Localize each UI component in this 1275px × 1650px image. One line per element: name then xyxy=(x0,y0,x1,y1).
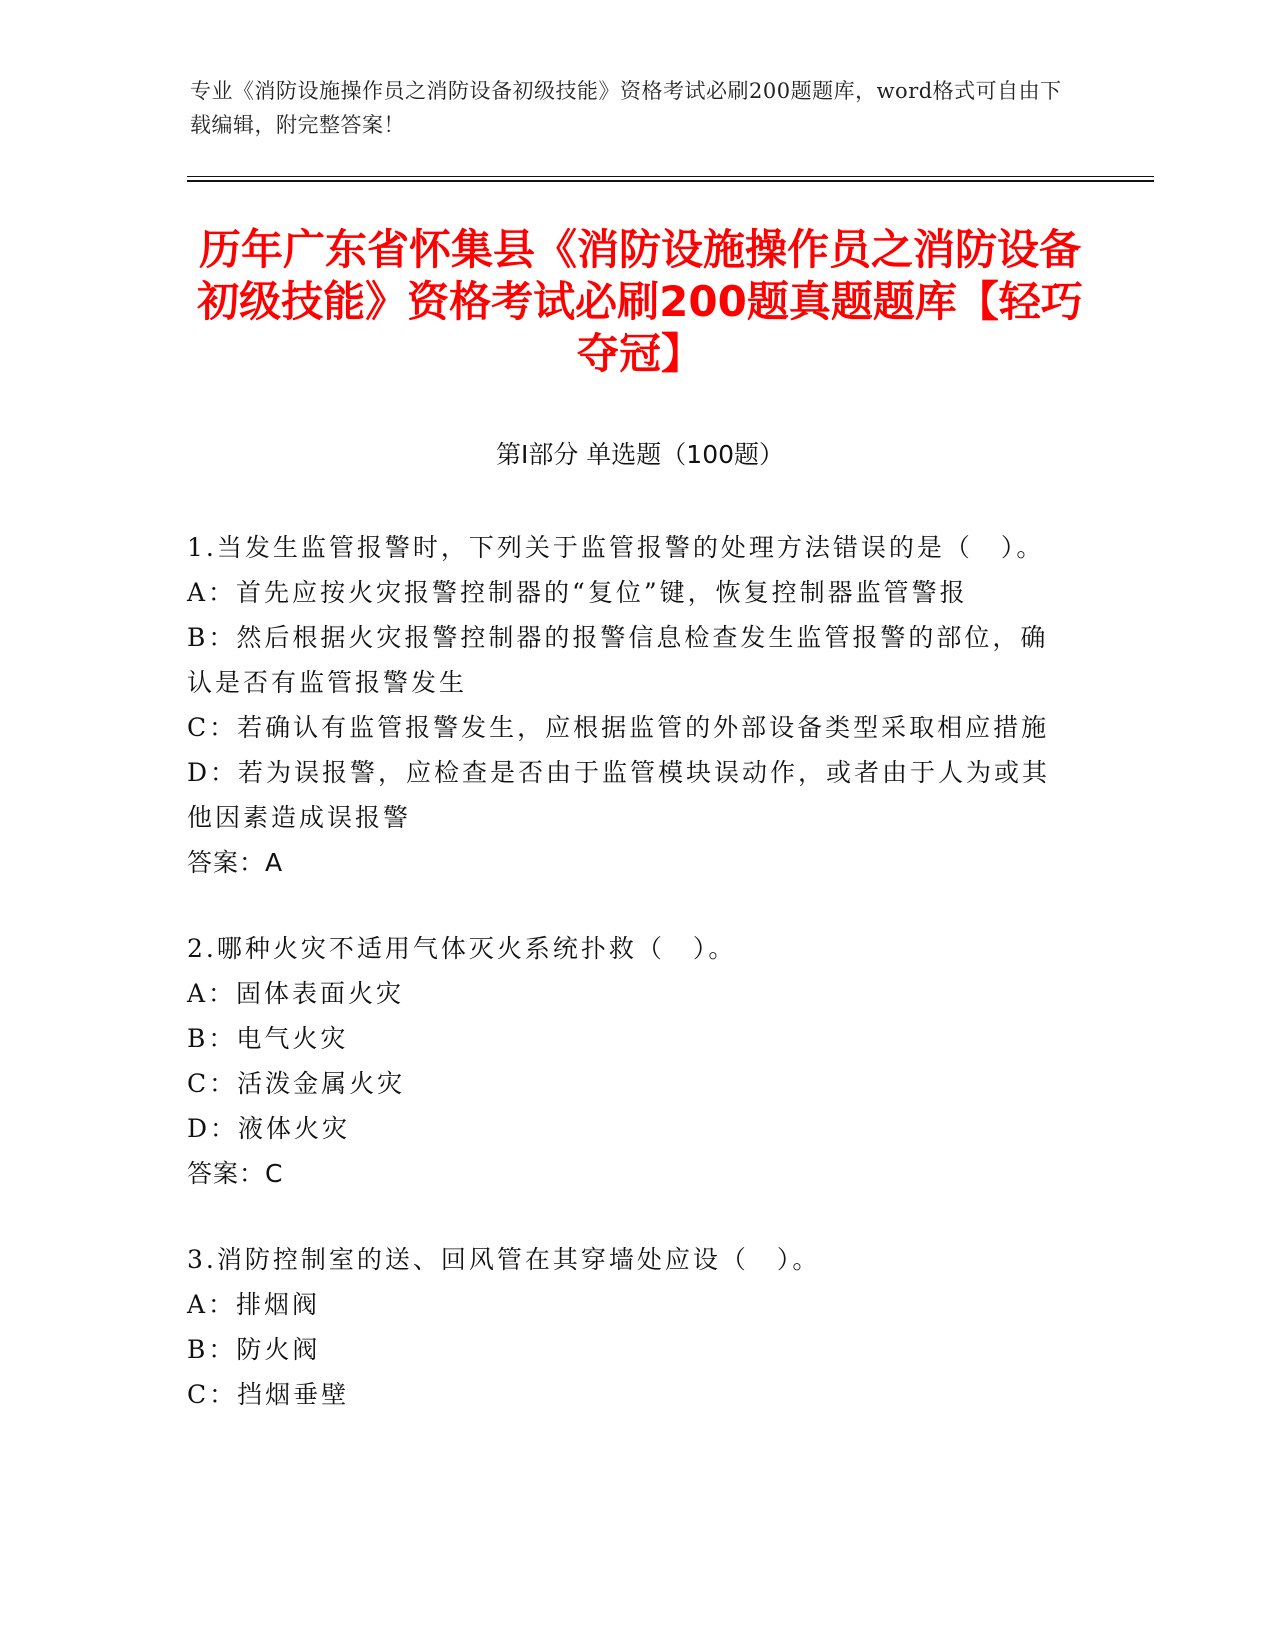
option-b: B：电气火灾 xyxy=(187,1024,349,1053)
question-list xyxy=(187,525,1067,1458)
option-c: C：活泼金属火灾 xyxy=(187,1069,406,1098)
option-a: A：首先应按火灾报警控制器的“复位”键，恢复控制器监管警报 xyxy=(187,578,968,607)
option-c: C：若确认有监管报警发生，应根据监管的外部设备类型采取相应措施 xyxy=(187,713,1050,742)
header-note: 专业《消防设施操作员之消防设备初级技能》资格考试必刷200题题库，word格式可自由下载编辑，附完整答案！ xyxy=(190,79,1062,137)
option-a: A：排烟阀 xyxy=(187,1290,321,1319)
question-3 xyxy=(187,1237,1067,1417)
option-a: A：固体表面火灾 xyxy=(187,979,405,1008)
document-title: 历年广东省怀集县《消防设施操作员之消防设备初级技能》资格考试必刷200题真题题库【轻巧夺冠】 xyxy=(197,225,1083,378)
option-b: B：防火阀 xyxy=(187,1335,321,1364)
option-d: D：若为误报警，应检查是否由于监管模块误动作，或者由于人为或其他因素造成误报警 xyxy=(187,758,1051,832)
section-title: 第Ⅰ部分 单选题（100题） xyxy=(495,440,785,469)
answer-line: 答案：C xyxy=(187,1159,284,1188)
question-stem: 3.消防控制室的送、回风管在其穿墙处应设（ ）。 xyxy=(187,1245,821,1274)
question-stem: 2.哪种火灾不适用气体灭火系统扑救（ ）。 xyxy=(187,934,737,963)
option-b: B：然后根据火灾报警控制器的报警信息检查发生监管报警的部位，确认是否有监管报警发生 xyxy=(187,623,1049,697)
option-d: D：液体火灾 xyxy=(187,1114,351,1143)
header-rule-thin xyxy=(187,176,1154,177)
option-c: C：挡烟垂壁 xyxy=(187,1380,350,1409)
question-1 xyxy=(187,525,1067,885)
question-stem: 1.当发生监管报警时，下列关于监管报警的处理方法错误的是（ ）。 xyxy=(187,533,1045,562)
question-2 xyxy=(187,926,1067,1196)
header-rule-thick xyxy=(187,180,1154,182)
answer-line: 答案：A xyxy=(187,848,284,877)
